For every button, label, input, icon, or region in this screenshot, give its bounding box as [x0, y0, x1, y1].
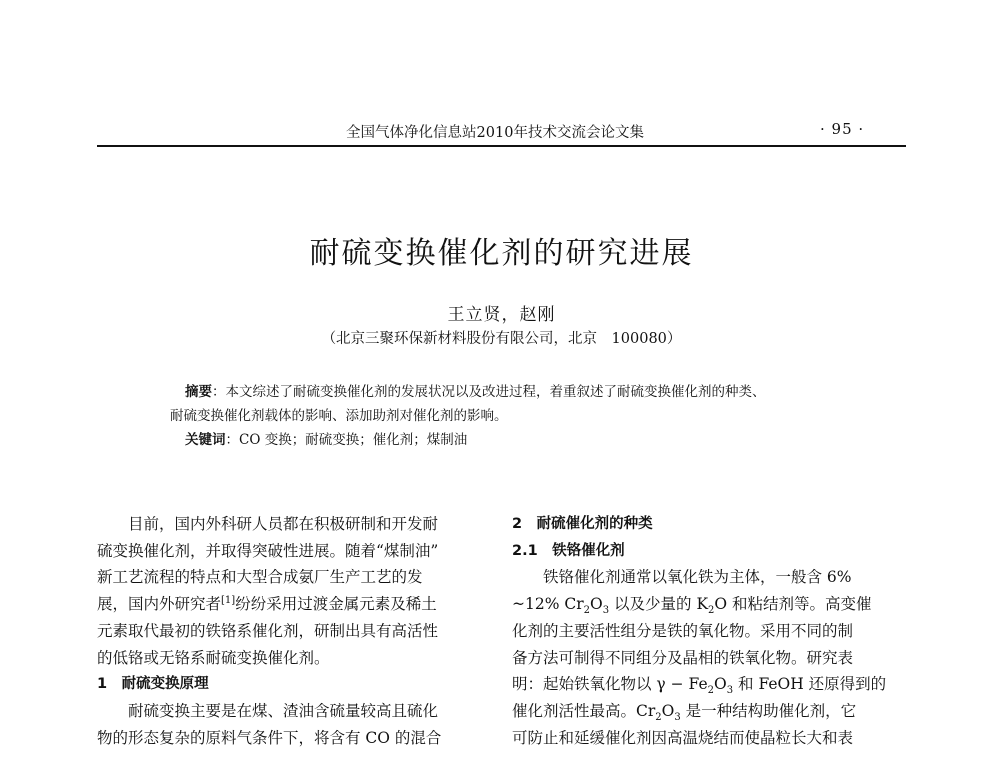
right-line: [512, 591, 912, 618]
affiliation: （北京三聚环保新材料股份有限公司，北京 100080）: [321, 331, 682, 347]
running-header: 全国气体净化信息站2010年技术交流会论文集: [346, 125, 644, 141]
abstract-line-1: [185, 382, 766, 402]
subscript: 2: [655, 712, 662, 724]
subscript: 2: [707, 685, 714, 697]
right-line: [512, 698, 912, 725]
section-heading-1: 1 耐硫变换原理: [97, 676, 209, 693]
text-run: 明：起始铁氧化物以 γ − Fe: [512, 675, 708, 694]
right-line: 备方法可制得不同组分及晶相的铁氧化物。研究表: [512, 648, 854, 667]
citation-ref: [1]: [221, 594, 236, 606]
abstract-line-2: 耐硫变换催化剂载体的影响、添加助剂对催化剂的影响。: [170, 408, 508, 424]
text-run: O: [714, 675, 727, 694]
text-run: O: [590, 595, 603, 614]
left-line: 的低铬或无铬系耐硫变换催化剂。: [97, 648, 330, 667]
header-rule: [97, 145, 906, 147]
text-run: 催化剂活性最高。Cr: [512, 701, 656, 720]
subscript: 3: [674, 712, 681, 724]
right-line: [512, 671, 912, 698]
keywords-label: 关键词: [185, 432, 226, 448]
subscript: 3: [726, 685, 734, 697]
section-heading-2: 2 耐硫催化剂的种类: [512, 516, 653, 532]
text-run: 纷纷采用过渡金属元素及稀土: [235, 595, 437, 614]
keywords-line: [185, 430, 467, 450]
keywords-text: ：CO 变换；耐硫变换；催化剂；煤制油: [225, 432, 468, 448]
text-run: O 和粘结剂等。高变催: [714, 595, 872, 614]
page-number: · 95 ·: [820, 120, 865, 138]
left-line: 耐硫变换主要是在煤、渣油含硫量较高且硫化: [128, 701, 439, 720]
text-run: O: [661, 701, 675, 720]
right-column: [512, 511, 912, 751]
subscript: 3: [602, 605, 610, 617]
text-run: 是一种结构助催化剂，它: [680, 701, 857, 720]
left-line: 硫变换催化剂，并取得突破性进展。随着“煤制油”: [97, 541, 439, 560]
text-run: 展，国内外研究者: [97, 595, 222, 614]
abstract-label: 摘要: [185, 384, 212, 400]
subscript: 2: [708, 605, 715, 617]
subscript: 2: [583, 605, 591, 617]
left-line: 新工艺流程的特点和大型合成氨厂生产工艺的发: [97, 568, 423, 587]
left-line: 物的形态复杂的原料气条件下，将含有 CO 的混合: [97, 728, 442, 747]
text-run: 和 FeOH 还原得到的: [733, 675, 887, 694]
right-line: 可防止和延缓催化剂因高温烧结而使晶粒长大和表: [512, 728, 854, 747]
left-line: [97, 591, 492, 618]
left-column: [97, 511, 492, 751]
authors: 王立贤，赵刚: [447, 305, 556, 325]
text-run: 以及少量的 K: [609, 595, 709, 614]
right-line: 铁铬催化剂通常以氧化铁为主体，一般含 6%: [543, 568, 852, 587]
left-line: 目前，国内外科研人员都在积极研制和开发耐: [128, 515, 439, 533]
left-line: 元素取代最初的铁铬系催化剂，研制出具有高活性: [97, 621, 439, 640]
text-run: ~12% Cr: [512, 595, 584, 614]
paper-title: 耐硫变换催化剂的研究进展: [309, 236, 694, 271]
abstract-text-1: ：本文综述了耐硫变换催化剂的发展状况以及改进过程，着重叙述了耐硫变换催化剂的种类、: [212, 384, 766, 400]
right-line: 化剂的主要活性组分是铁的氧化物。采用不同的制: [512, 621, 854, 640]
subsection-heading-2-1: 2.1 铁铬催化剂: [512, 542, 625, 559]
